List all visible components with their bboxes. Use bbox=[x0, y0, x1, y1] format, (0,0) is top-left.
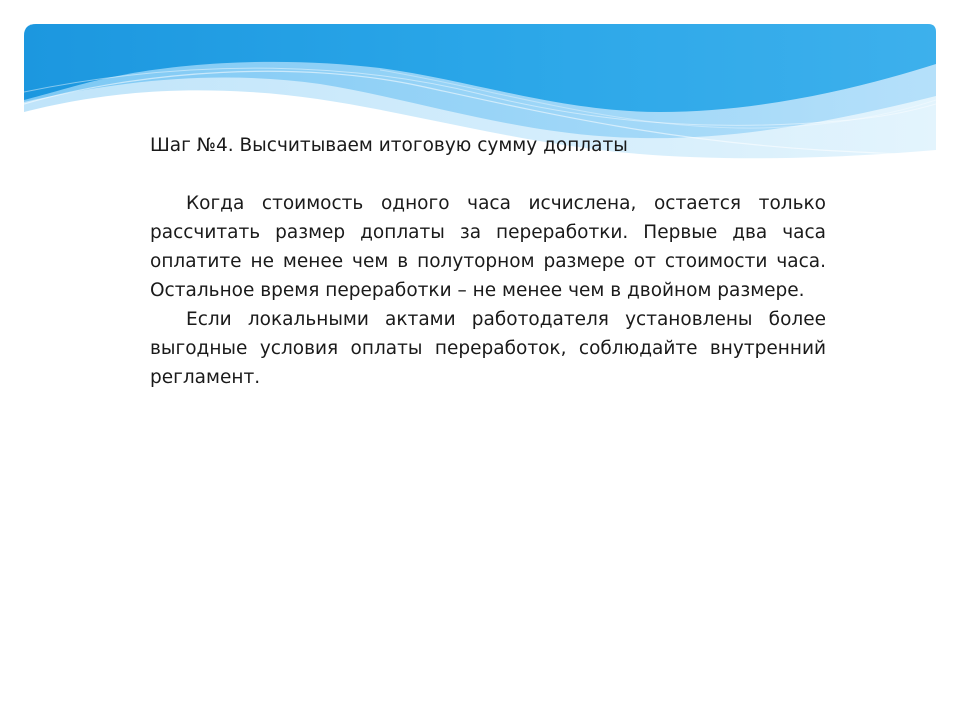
slide-heading: Шаг №4. Высчитываем итоговую сумму доплаты bbox=[150, 135, 628, 156]
paragraph-local-acts: Если локальными актами работодателя установлены более выгодные условия оплаты переработок, соблюдайте внутренний регламент. bbox=[150, 309, 826, 388]
slide-content bbox=[150, 131, 826, 392]
paragraph-overtime-calculation: Когда стоимость одного часа исчислена, остается только рассчитать размер доплаты за переработки. Первые два часа оплатите не менее чем в полуторном размере от стоимости часа. Остальное время переработки – не менее чем в двойном размере. bbox=[150, 193, 826, 301]
